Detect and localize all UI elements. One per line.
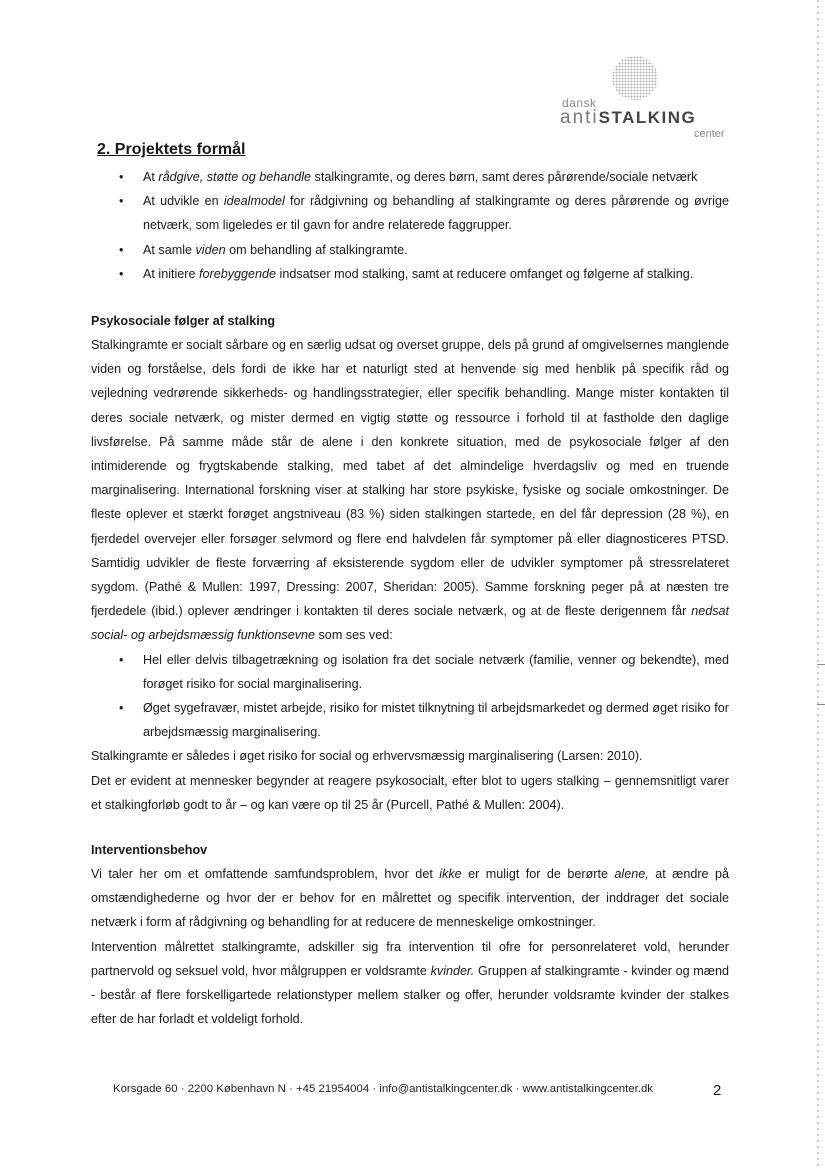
page-number: 2	[713, 1082, 722, 1099]
emphasis-text: ikke	[439, 867, 462, 881]
emphasis-text: alene,	[614, 867, 649, 881]
psykosociale-section	[91, 309, 729, 817]
footer-contact: Korsgade 60 · 2200 København N · +45 21954004 · info@antistalkingcenter.dk · www.antistalkingcenter.dk	[113, 1083, 653, 1095]
logo-center-text: center	[694, 128, 725, 140]
scan-edge-mark	[817, 704, 825, 705]
purpose-item: • At udvikle en idealmodel for rådgivning og behandling af stalkingramte og deres pårørende og øvrige netværk, som ligeledes er til gavn for andre relaterede faggrupper.	[91, 189, 729, 237]
purpose-list	[91, 165, 729, 286]
interventions-paragraph-2: Intervention målrettet stalkingramte, adskiller sig fra intervention til ofre for personrelateret vold, herunder partnervold og seksuel vold, hvor målgruppen er voldsramte kvinder. Gruppen af stalkingramte - kvinder og mænd - består af flere forskelligartede relationstyper mellem stalker og offer, herunder voldsramte kvinder der stalkes efter de har forladt et voldeligt forhold.	[91, 939, 729, 1027]
logo-stalking-text: STALKING	[598, 108, 697, 127]
interventions-heading: Interventionsbehov	[91, 843, 208, 857]
purpose-item: • At rådgive, støtte og behandle stalkingramte, og deres børn, samt deres pårørende/sociale netværk	[91, 165, 729, 189]
logo-wordmark	[560, 107, 696, 129]
consequence-list	[91, 648, 729, 745]
logo-dansk-text: dansk	[562, 96, 597, 110]
psykosociale-heading: Psykosociale følger af stalking	[91, 314, 276, 328]
emphasis-text: rådgive, støtte og behandle	[158, 170, 312, 184]
psykosociale-duration: Det er evident at mennesker begynder at reagere psykosocialt, efter blot to ugers stalking – gennemsnitligt varer et stalkingforløb godt to år – og kan være op til 25 år (Purcell, Pathé & Mullen: 2004).	[91, 773, 729, 812]
consequence-item: • Øget sygefravær, mistet arbejde, risiko for mistet tilknytning til arbejdsmarkedet og dermed øget risiko for arbejdsmæssig marginalisering.	[91, 696, 729, 744]
psykosociale-conclusion: Stalkingramte er således i øget risiko for social og erhvervsmæssig marginalisering (Larsen: 2010).	[91, 749, 643, 764]
emphasis-text: viden	[195, 242, 226, 257]
emphasis-text: kvinder.	[430, 963, 475, 978]
emphasis-text: forebyggende	[199, 266, 277, 281]
interventions-section	[91, 838, 729, 1031]
section-title: 2. Projektets formål	[97, 141, 246, 158]
scan-edge-mark	[817, 664, 825, 665]
logo-dot-emblem	[612, 56, 658, 100]
psykosociale-paragraph: Stalkingramte er socialt sårbare og en særlig udsat og overset gruppe, dels på grund af omgivelsernes manglende viden og forståelse, dels fordi de ikke har et naturligt sted at henvende sig med henblik på specifik råd og vejledning vedrørende sikkerheds- og handlingsstrategier, eller specifik behandling. Mange mister kontakten til deres sociale netværk, og mister dermed en vigtig støtte og ressource i forhold til at fastholde den daglige livsførelse. På samme måde står de alene i den konkrete situation, med de psykosociale følger af den intimiderende og frygtskabende stalking, med tabet af det almindelige hverdagsliv og med en truende marginalisering. International forskning viser at stalking har store psykiske, fysiske og sociale omkostninger. De fleste oplever et stærkt forøget angstniveau (83 %) siden stalkingen startede, en del får depression (28 %), en fjerdedel overvejer eller forsøger selvmord og flere end halvdelen får symptomer på eller diagnosticeres PTSD. Samtidig udvikler de fleste forværring af eksisterende sygdom eller de udvikler symptomer på stressrelateret sygdom. (Pathé & Mullen: 1997, Dressing: 2007, Sheridan: 2005). Samme forskning peger på at næsten tre fjerdedele (ibid.) oplever ændringer i kontakten til deres sociale netværk, og at de fleste derigennem får nedsat social- og arbejdsmæssig funktionsevne som ses ved:	[91, 338, 729, 643]
purpose-item: • At samle viden om behandling af stalkingramte.	[91, 238, 729, 262]
consequence-item: • Hel eller delvis tilbagetrækning og isolation fra det sociale netværk (familie, venner og bekendte), med forøget risiko for social marginalisering.	[91, 648, 729, 696]
purpose-item: • At initiere forebyggende indsatser mod stalking, samt at reducere omfanget og følgerne af stalking.	[91, 262, 729, 286]
antistalking-logo	[560, 56, 730, 138]
emphasis-text: nedsat social- og arbejdsmæssig funktionsevne	[91, 604, 729, 643]
interventions-paragraph-1: Vi taler her om et omfattende samfundsproblem, hvor det ikke er muligt for de berørte alene, at ændre på omstændighederne og hvor der er behov for en målrettet og specifik intervention, der inddrager det sociale netværk i form af rådgivning og behandling for at reducere de menneskelige omkostninger.	[91, 867, 729, 930]
scan-edge-line	[817, 0, 819, 1168]
logo-anti-text: anti	[560, 107, 599, 128]
emphasis-text: idealmodel	[223, 194, 285, 209]
